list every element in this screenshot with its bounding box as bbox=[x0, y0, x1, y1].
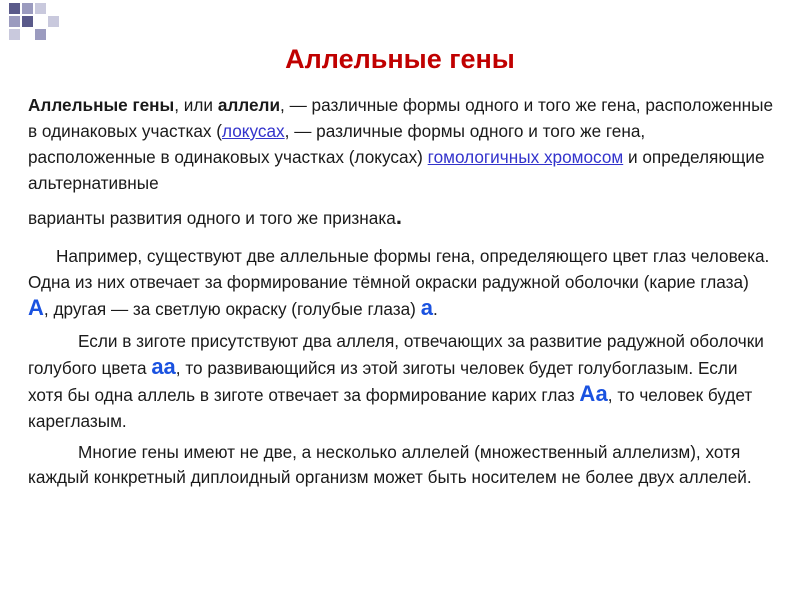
definition-paragraph bbox=[28, 92, 774, 231]
multiple-allelism-paragraph bbox=[28, 440, 774, 490]
squares-decoration-icon bbox=[0, 0, 60, 50]
zygote-paragraph bbox=[28, 328, 774, 434]
text-segment: Если в зиготе присутствуют два аллеля, отвечающих за развитие радужной оболочки голубого цвета bbox=[28, 331, 764, 378]
text-segment: , другая — за светлую окраску (голубые глаза) bbox=[43, 299, 421, 319]
slide-title: Аллельные гены bbox=[285, 44, 515, 74]
text-segment: , то человек будет кареглазым. bbox=[28, 385, 753, 431]
allele-symbol-recessive: а bbox=[420, 295, 433, 320]
slide-body bbox=[28, 92, 774, 490]
text-segment: и определяющие альтернативные bbox=[28, 147, 765, 193]
text-segment: Многие гены имеют не две, а несколько аллелей (множественный аллелизм), хотя каждый конкретный диплоидный организм может быть носителем не более двух аллелей. bbox=[28, 442, 752, 487]
term-allelic-genes: Аллельные гены bbox=[28, 95, 175, 115]
link-loci[interactable]: локусах bbox=[222, 121, 285, 141]
genotype-symbol-aa: аа bbox=[151, 354, 176, 379]
link-homologous-chromosomes[interactable]: гомологичных хромосом bbox=[427, 147, 624, 167]
text-segment: , или bbox=[174, 95, 218, 115]
text-segment: варианты развития одного и того же признака bbox=[28, 208, 396, 228]
text-segment: . bbox=[432, 299, 438, 319]
definition-last-line bbox=[28, 204, 402, 231]
text-period: . bbox=[395, 204, 402, 229]
text-segment: , — различные формы одного и того же гена, расположенные в одинаковых участках (локусах) bbox=[28, 121, 646, 167]
example-paragraph bbox=[28, 243, 774, 322]
text-segment: Например, существуют две аллельные формы гена, определяющего цвет глаз человека. Одна из них отвечает за формирование тёмной окраски радужной оболочки (карие глаза) bbox=[28, 246, 770, 292]
allele-symbol-dominant: А bbox=[28, 295, 44, 320]
genotype-symbol-Aa: Аа bbox=[579, 381, 608, 406]
text-segment: , — различные формы одного и того же гена, расположенные в одинаковых участках ( bbox=[28, 95, 774, 141]
text-segment: , то развивающийся из этой зиготы человек будет голубоглазым. Если хотя бы одна аллель в зиготе отвечает за формирование карих глаз bbox=[28, 358, 738, 405]
term-alleles: аллели bbox=[217, 95, 281, 115]
